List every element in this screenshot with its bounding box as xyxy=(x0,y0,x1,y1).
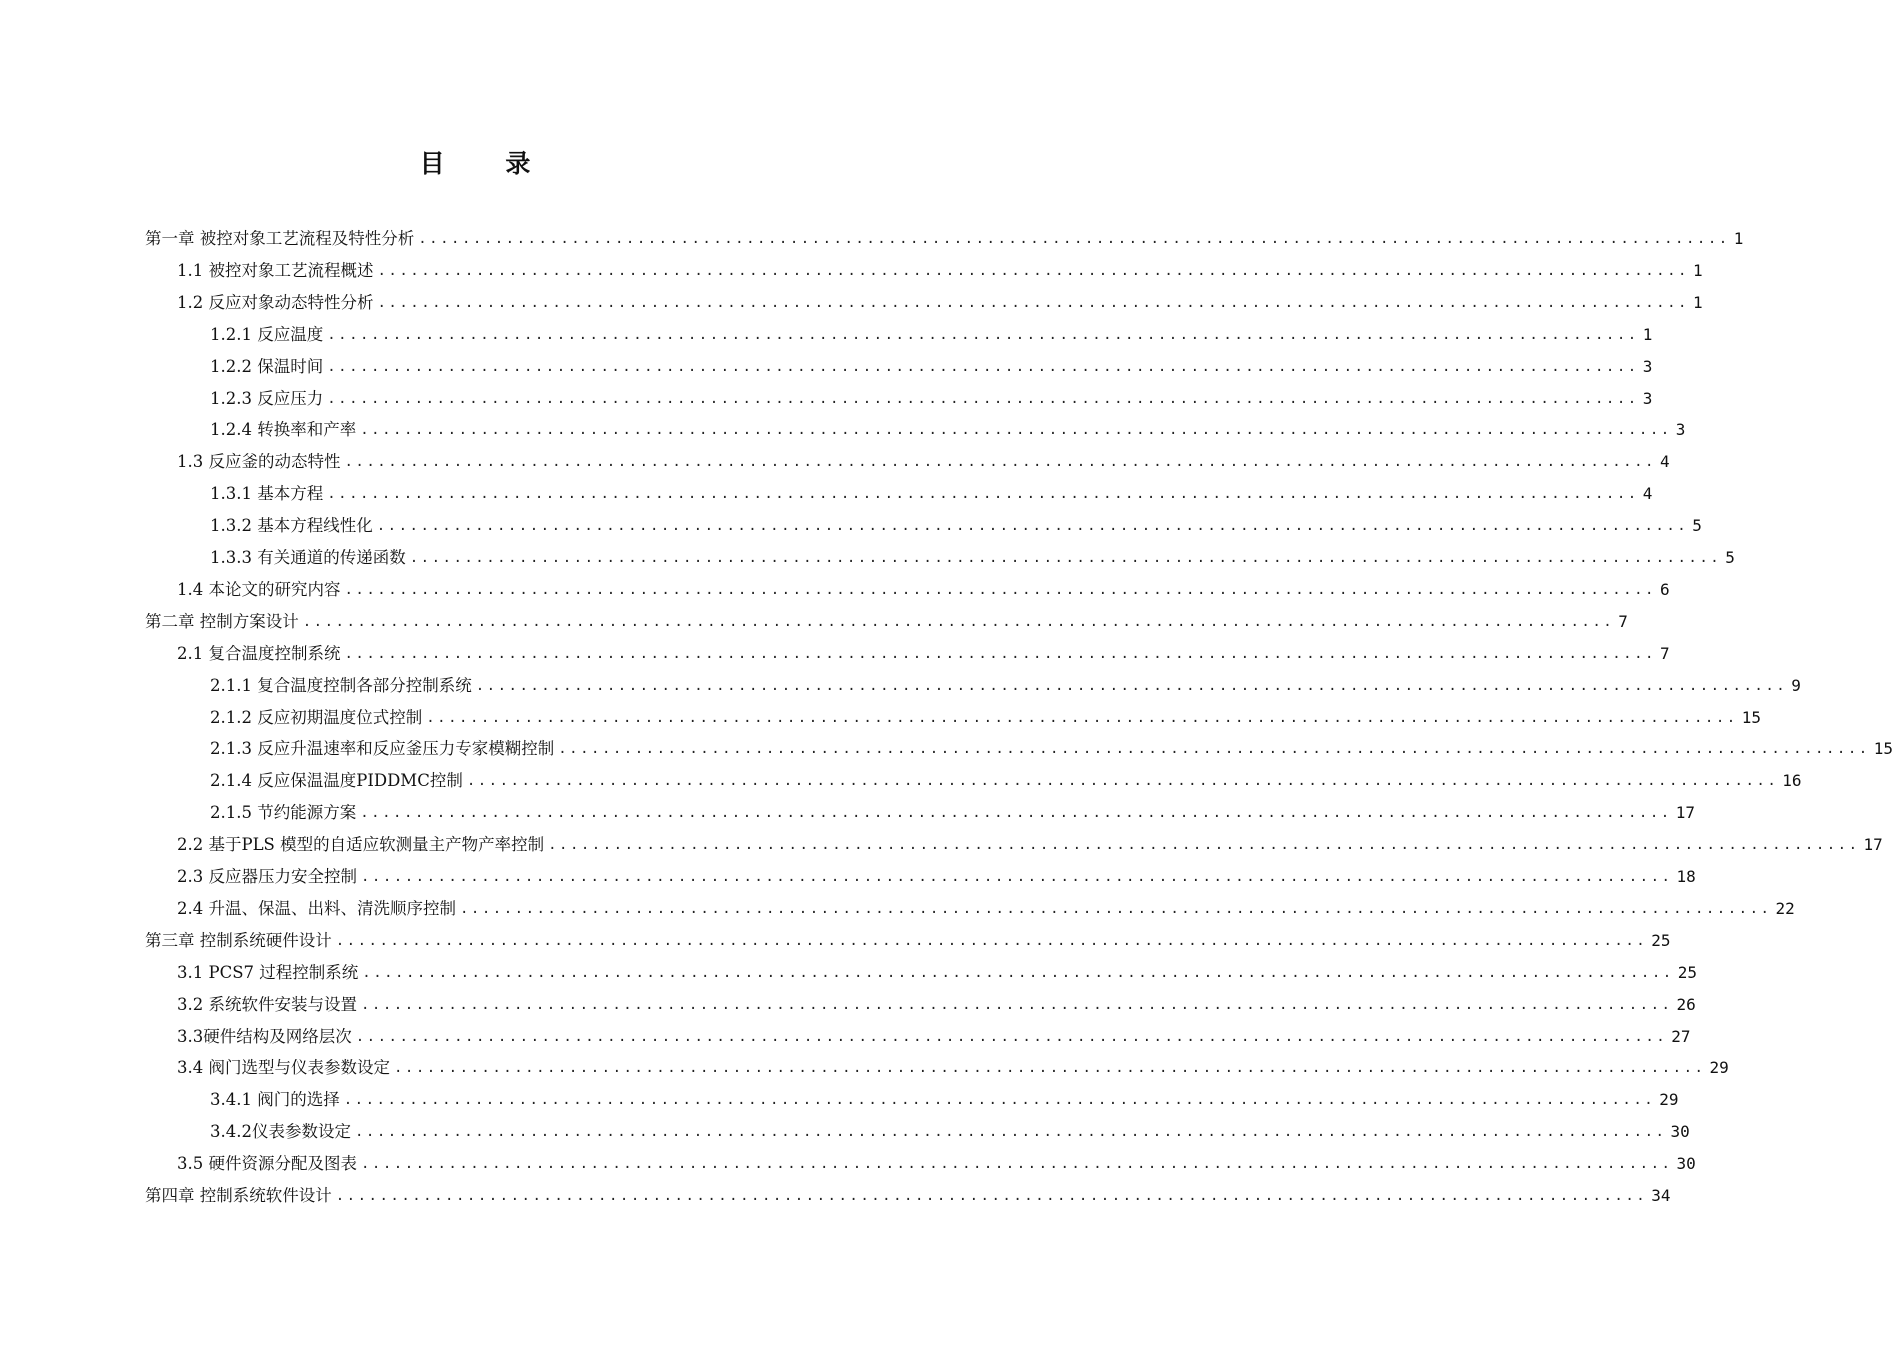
toc-entry-page-number: 3 xyxy=(1642,356,1653,376)
toc-dot-leader: ........................................................................................................................ xyxy=(335,1188,1648,1204)
toc-dot-leader: ........................................................................................................................ xyxy=(355,1028,1668,1045)
toc-dot-leader: ........................................................................................................................ xyxy=(475,677,1788,694)
toc-entry[interactable] xyxy=(177,984,1696,1016)
toc-dot-leader: ........................................................................................................................ xyxy=(360,805,1672,822)
toc-entry[interactable] xyxy=(210,473,1653,505)
toc-entry[interactable] xyxy=(210,792,1695,824)
toc-dot-leader: ........................................................................................................................ xyxy=(377,262,1689,279)
toc-dot-leader: ........................................................................................................................ xyxy=(327,358,1639,375)
toc-entry-label: 3.4 阀门选型与仪表参数设定 xyxy=(177,1058,390,1078)
toc-entry[interactable] xyxy=(145,920,1671,952)
toc-entry[interactable] xyxy=(210,505,1702,537)
toc-entry-page-number: 9 xyxy=(1791,675,1801,695)
toc-entry-page-number: 1 xyxy=(1692,260,1703,280)
toc-entry-label: 2.1.2 反应初期温度位式控制 xyxy=(210,707,423,727)
toc-entry-label: 2.1.4 反应保温温度PIDDMC控制 xyxy=(210,771,463,791)
toc-entry[interactable] xyxy=(177,1143,1696,1175)
toc-dot-leader: ........................................................................................................................ xyxy=(558,741,1870,758)
toc-entry[interactable] xyxy=(177,856,1696,888)
toc-entry-page-number: 15 xyxy=(1741,707,1761,727)
toc-entry-page-number: 18 xyxy=(1676,867,1696,886)
toc-entry-label: 第四章 控制系统软件设计 xyxy=(145,1186,332,1205)
toc-entry[interactable] xyxy=(177,441,1670,473)
toc-entry[interactable] xyxy=(177,569,1670,601)
toc-entry-label: 1.2 反应对象动态特性分析 xyxy=(177,292,374,312)
toc-dot-leader: ........................................................................................................................ xyxy=(327,326,1639,343)
toc-entry-label: 1.4 本论文的研究内容 xyxy=(177,579,341,599)
toc-entry[interactable] xyxy=(145,601,1628,633)
toc-dot-leader: ........................................................................................................................ xyxy=(466,773,1779,790)
toc-dot-leader: ........................................................................................................................ xyxy=(548,837,1860,854)
toc-dot-leader: ........................................................................................................................ xyxy=(327,390,1639,407)
toc-entry-page-number: 7 xyxy=(1659,643,1670,663)
toc-entry[interactable] xyxy=(210,697,1761,729)
toc-entry-page-number: 29 xyxy=(1659,1090,1679,1110)
toc-entry-page-number: 1 xyxy=(1692,292,1703,312)
toc-entry-label: 3.3硬件结构及网络层次 xyxy=(177,1026,352,1046)
toc-entry-label: 2.4 升温、保温、出料、清洗顺序控制 xyxy=(177,898,456,918)
toc-entry-label: 1.3.2 基本方程线性化 xyxy=(210,516,373,536)
toc-entry-label: 1.1 被控对象工艺流程概述 xyxy=(177,260,374,280)
toc-dot-leader: ........................................................................................................................ xyxy=(344,645,1656,662)
toc-entry-label: 1.3.1 基本方程 xyxy=(210,484,324,504)
toc-dot-leader: ........................................................................................................................ xyxy=(344,581,1656,598)
toc-entry-label: 2.1.5 节约能源方案 xyxy=(210,803,357,823)
toc-entry-label: 2.3 反应器压力安全控制 xyxy=(177,867,357,886)
toc-entry[interactable] xyxy=(210,665,1801,697)
toc-entry[interactable] xyxy=(177,633,1670,665)
toc-entry-label: 2.1.3 反应升温速率和反应釜压力专家模糊控制 xyxy=(210,739,555,759)
toc-entry-label: 1.3.3 有关通道的传递函数 xyxy=(210,548,406,567)
toc-dot-leader: ........................................................................................................................ xyxy=(327,486,1639,503)
toc-dot-leader: ........................................................................................................................ xyxy=(354,1124,1667,1141)
toc-entry-label: 3.4.1 阀门的选择 xyxy=(210,1090,340,1110)
toc-dot-leader: ........................................................................................................................ xyxy=(302,613,1615,630)
toc-entry[interactable] xyxy=(210,314,1653,346)
toc-dot-leader: ........................................................................................................................ xyxy=(377,294,1689,311)
toc-entry-label: 1.2.2 保温时间 xyxy=(210,356,324,376)
toc-dot-leader: ........................................................................................................................ xyxy=(361,1156,1673,1173)
toc-entry[interactable] xyxy=(210,378,1653,410)
toc-entry-page-number: 17 xyxy=(1675,803,1695,823)
toc-entry-page-number: 5 xyxy=(1725,548,1735,567)
toc-dot-leader: ........................................................................................................................ xyxy=(394,1060,1706,1077)
toc-entry-page-number: 15 xyxy=(1873,739,1893,759)
toc-entry-label: 3.4.2仪表参数设定 xyxy=(210,1122,351,1142)
toc-entry-page-number: 26 xyxy=(1676,994,1696,1014)
toc-entry[interactable] xyxy=(177,1016,1691,1048)
toc-entry[interactable] xyxy=(210,409,1686,441)
toc-entry-page-number: 1 xyxy=(1642,324,1653,344)
toc-entry-page-number: 29 xyxy=(1709,1058,1729,1078)
toc-entry[interactable] xyxy=(177,250,1703,282)
toc-dot-leader: ........................................................................................................................ xyxy=(343,1092,1656,1109)
toc-entry-label: 3.2 系统软件安装与设置 xyxy=(177,994,357,1014)
page-title: 目 录 xyxy=(419,149,557,178)
toc-entry[interactable] xyxy=(210,760,1802,792)
toc-entry[interactable] xyxy=(177,952,1697,984)
toc-entry-label: 2.1.1 复合温度控制各部分控制系统 xyxy=(210,675,472,695)
toc-dot-leader: ........................................................................................................................ xyxy=(362,964,1674,981)
toc-entry[interactable] xyxy=(210,1079,1679,1111)
toc-entry-page-number: 25 xyxy=(1677,962,1697,982)
toc-entry-label: 1.3 反应釜的动态特性 xyxy=(177,452,341,472)
toc-entry-label: 3.5 硬件资源分配及图表 xyxy=(177,1154,357,1174)
toc-entry-label: 1.2.1 反应温度 xyxy=(210,324,324,344)
toc-entry-label: 2.2 基于PLS 模型的自适应软测量主产物产率控制 xyxy=(177,835,545,855)
toc-entry-page-number: 3 xyxy=(1675,420,1686,440)
toc-entry[interactable] xyxy=(210,1111,1690,1143)
toc-entry-label: 1.2.4 转换率和产率 xyxy=(210,420,357,440)
toc-entry-label: 第一章 被控对象工艺流程及特性分析 xyxy=(145,229,415,248)
toc-dot-leader: ........................................................................................................................ xyxy=(335,932,1648,949)
toc-entry-label: 1.2.3 反应压力 xyxy=(210,388,324,408)
toc-entry-page-number: 22 xyxy=(1775,898,1795,918)
toc-entry-page-number: 16 xyxy=(1782,771,1802,791)
toc-entry-page-number: 4 xyxy=(1659,452,1670,472)
toc-entry-page-number: 5 xyxy=(1692,516,1702,536)
toc-entry-label: 第三章 控制系统硬件设计 xyxy=(145,930,332,950)
toc-entry-page-number: 6 xyxy=(1659,579,1670,599)
toc-entry[interactable] xyxy=(145,218,1744,250)
toc-entry[interactable] xyxy=(210,728,1893,760)
toc-entry-page-number: 27 xyxy=(1671,1026,1691,1046)
toc-entry[interactable] xyxy=(210,537,1735,569)
toc-entry-page-number: 30 xyxy=(1676,1154,1696,1174)
toc-entry-page-number: 1 xyxy=(1733,229,1744,248)
toc-entry[interactable] xyxy=(210,346,1653,378)
toc-dot-leader: ........................................................................................................................ xyxy=(361,869,1673,885)
toc-entry-label: 2.1 复合温度控制系统 xyxy=(177,643,341,663)
toc-entry-label: 第二章 控制方案设计 xyxy=(145,611,299,631)
toc-dot-leader: ........................................................................................................................ xyxy=(460,900,1772,917)
toc-dot-leader: ........................................................................................................................ xyxy=(344,454,1656,471)
toc-dot-leader: ........................................................................................................................ xyxy=(409,550,1722,566)
toc-entry-page-number: 3 xyxy=(1642,388,1653,408)
toc-entry-label: 3.1 PCS7 过程控制系统 xyxy=(177,962,359,982)
toc-entry-page-number: 17 xyxy=(1863,835,1883,855)
toc-entry[interactable] xyxy=(145,1175,1671,1207)
toc-dot-leader: ........................................................................................................................ xyxy=(376,518,1689,535)
toc-dot-leader: ........................................................................................................................ xyxy=(418,231,1730,247)
toc-dot-leader: ........................................................................................................................ xyxy=(361,996,1673,1013)
toc-entry-page-number: 4 xyxy=(1642,484,1653,504)
toc-dot-leader: ........................................................................................................................ xyxy=(360,422,1672,439)
toc-entry[interactable] xyxy=(177,1047,1729,1079)
toc-entry-page-number: 30 xyxy=(1670,1122,1690,1142)
toc-entry[interactable] xyxy=(177,888,1795,920)
toc-entry[interactable] xyxy=(177,824,1883,856)
toc-entry-page-number: 25 xyxy=(1651,930,1671,950)
toc-entry-page-number: 34 xyxy=(1651,1186,1671,1205)
toc-entry[interactable] xyxy=(177,282,1703,314)
toc-entry-page-number: 7 xyxy=(1618,611,1628,631)
toc-dot-leader: ........................................................................................................................ xyxy=(426,709,1738,726)
